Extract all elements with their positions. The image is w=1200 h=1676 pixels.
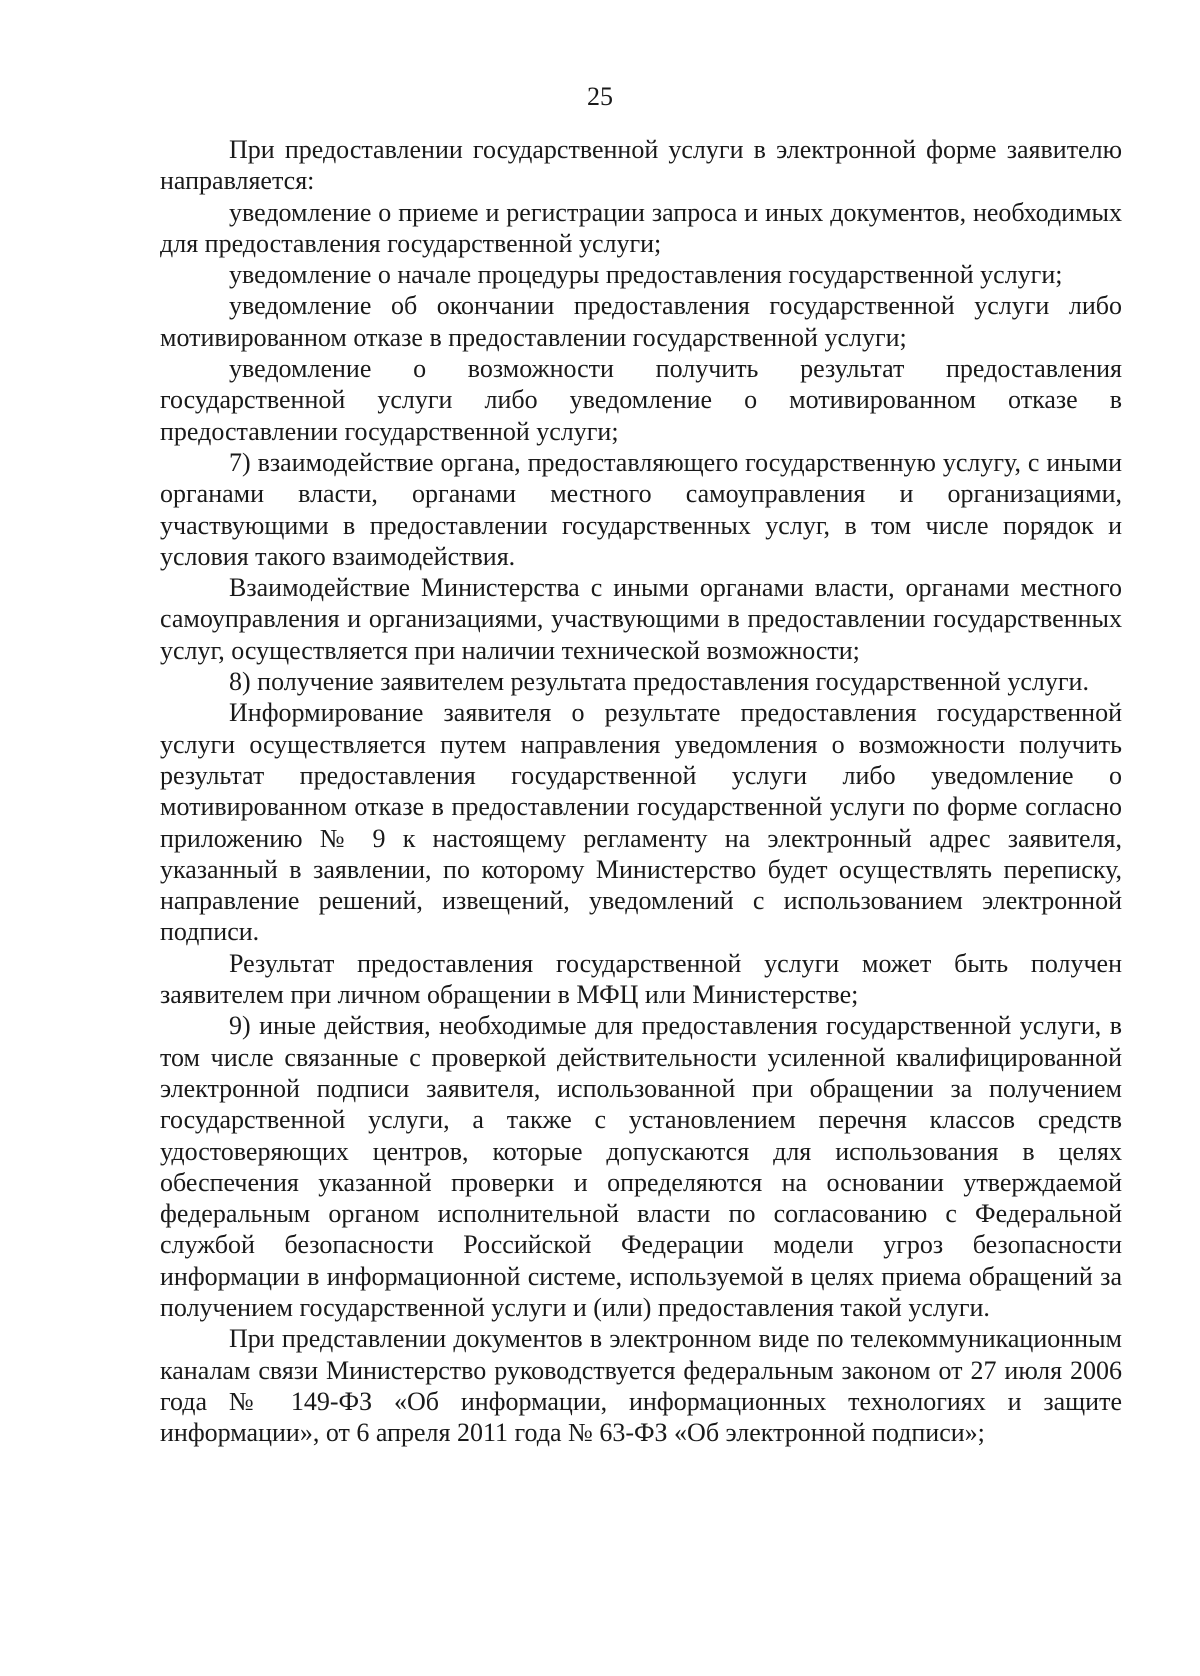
paragraph-item-7: 7) взаимодействие органа, предоставляющего государственную услугу, с иными органами власти, органами местного самоуправления и организациями, участвующими в предоставлении государственных услуг, в том числе порядок и условия такого взаимодействия. — [160, 447, 1122, 571]
paragraph-interaction: Взаимодействие Министерства с иными органами власти, органами местного самоуправления и организациями, участвующими в предоставлении государственных услуг, осуществляется при наличии технической возможности; — [160, 573, 1122, 665]
paragraph-result-receipt: Результат предоставления государственной услуги может быть получен заявителем при личном обращении в МФЦ или Министерстве; — [160, 948, 1122, 1010]
paragraph-notice-result: уведомление о возможности получить результат предоставления государственной услуги либо уведомление о мотивированном отказе в предоставлении государственной услуги; — [160, 354, 1122, 446]
paragraph-notice-start: уведомление о начале процедуры предоставления государственной услуги; — [229, 260, 1063, 290]
paragraph-item-8: 8) получение заявителем результата предоставления государственной услуги. — [229, 667, 1089, 697]
paragraph-electronic-docs: При представлении документов в электронном виде по телекоммуникационным каналам связи Министерство руководствуется федеральным законом от 27 июля 2006 года № 149-ФЗ «Об информации, информационных технологиях и защите информации», от 6 апреля 2011 года № 63-ФЗ «Об электронной подписи»; — [160, 1324, 1122, 1448]
paragraph-intro: При предоставлении государственной услуги в электронной форме заявителю направляется: — [160, 135, 1122, 196]
paragraph-notice-end: уведомление об окончании предоставления государственной услуги либо мотивированном отказе в предоставлении государственной услуги; — [160, 291, 1122, 352]
document-body — [160, 134, 1122, 1448]
paragraph-notice-receipt: уведомление о приеме и регистрации запроса и иных документов, необходимых для предоставления государственной услуги; — [160, 197, 1122, 258]
paragraph-informing: Информирование заявителя о результате предоставления государственной услуги осуществляется путем направления уведомления о возможности получить результат предоставления государственной услуги либо уведомление о мотивированном отказе в предоставлении государственной услуги по форме согласно приложению № 9 к настоящему регламенту на электронный адрес заявителя, указанный в заявлении, по которому Министерство будет осуществлять переписку, направление решений, извещений, уведомлений с использованием электронной подписи. — [160, 698, 1122, 947]
paragraph-item-9: 9) иные действия, необходимые для предоставления государственной услуги, в том числе связанные с проверкой действительности усиленной квалифицированной электронной подписи заявителя, использованной при обращении за получением государственной услуги, а также с установлением перечня классов средств удостоверяющих центров, которые допускаются для использования в целях обеспечения указанной проверки и определяются на основании утверждаемой федеральным органом исполнительной власти по согласованию с Федеральной службой безопасности Российской Федерации модели угроз безопасности информации в информационной системе, используемой в целях приема обращений за получением государственной услуги и (или) предоставления такой услуги. — [160, 1011, 1122, 1322]
page-number: 25 — [587, 82, 613, 111]
